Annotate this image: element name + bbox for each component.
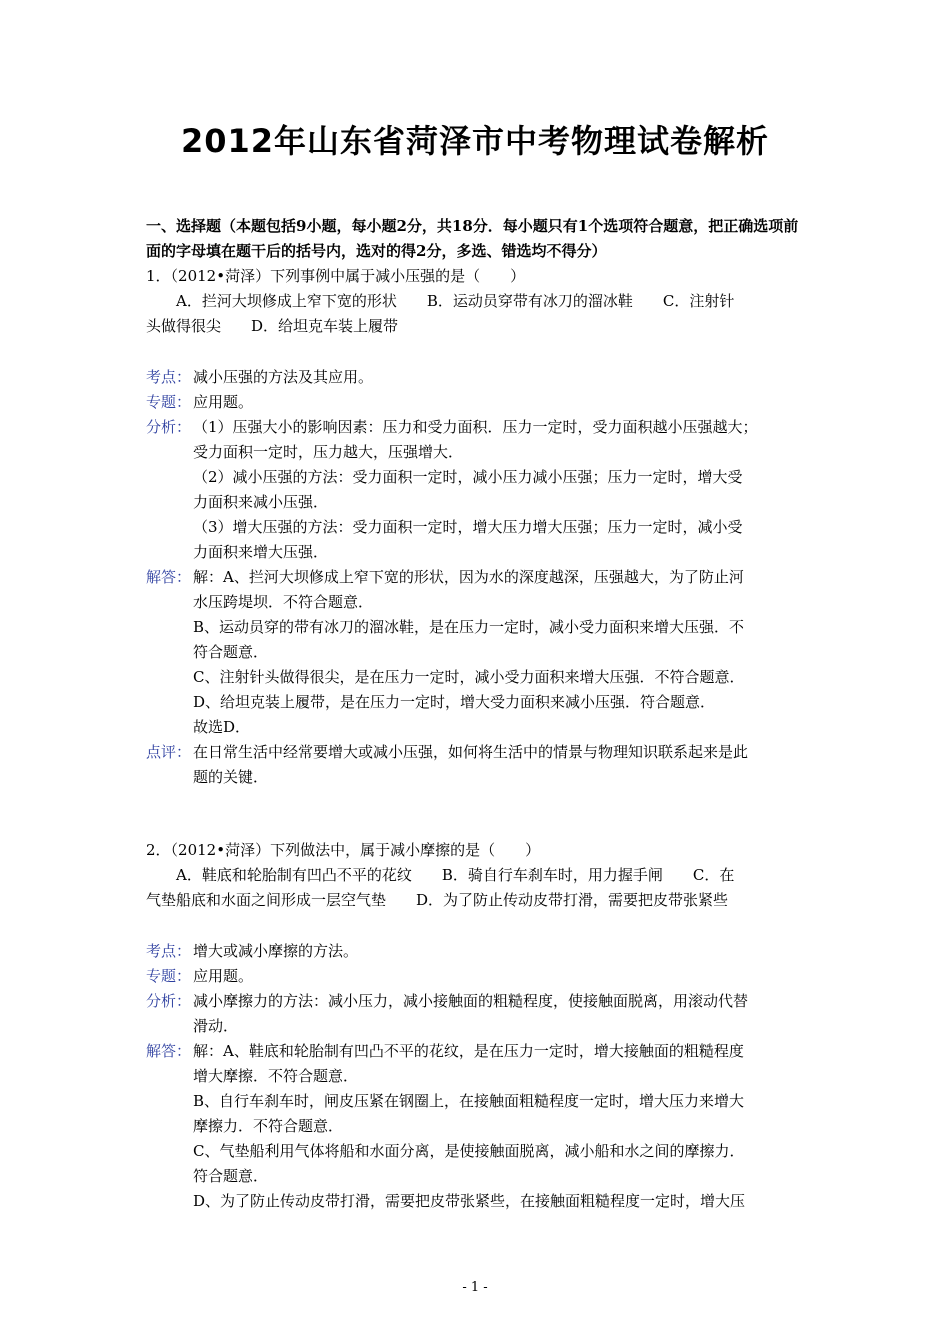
q2-jieda-line: B、自行车刹车时，闸皮压紧在钢圈上，在接触面粗糙程度一定时，增大压力来增大 xyxy=(193,1092,745,1110)
jieda-label: 解答： xyxy=(146,568,192,586)
kaodian-label: 考点： xyxy=(146,942,192,960)
q2-jieda-text xyxy=(193,1039,808,1214)
q1-zhuanti-text: 应用题。 xyxy=(193,393,254,411)
q1-fenxi-text xyxy=(193,415,808,565)
q1-zhuanti xyxy=(146,390,808,415)
question-2 xyxy=(146,838,806,913)
fenxi-label: 分析： xyxy=(146,992,192,1010)
page-title: 2012年山东省菏泽市中考物理试卷解析 xyxy=(180,122,770,160)
q1-jieda-line: 解：A、拦河大坝修成上窄下宽的形状，因为水的深度越深，压强越大，为了防止河 xyxy=(193,568,744,586)
q1-dianping-text xyxy=(193,740,808,790)
q2-fenxi-line: 滑动． xyxy=(193,1017,239,1035)
q1-kaodian-text: 减小压强的方法及其应用。 xyxy=(193,368,374,386)
q2-jieda xyxy=(146,1039,808,1214)
q1-fenxi xyxy=(146,415,808,565)
fenxi-label: 分析： xyxy=(146,418,192,436)
q1-jieda-line: 故选D． xyxy=(193,718,251,736)
q2-jieda-line: 符合题意． xyxy=(193,1167,269,1185)
q1-dianping-line: 题的关键． xyxy=(193,768,269,786)
zhuanti-label: 专题： xyxy=(146,393,192,411)
question-2-stem: 2．（2012•菏泽）下列做法中，属于减小摩擦的是（ ） xyxy=(146,841,541,859)
q2-jieda-line: 增大摩擦．不符合题意． xyxy=(193,1067,359,1085)
q2-jieda-line: 摩擦力．不符合题意． xyxy=(193,1117,344,1135)
q1-fenxi-line: 受力面积一定时，压力越大，压强增大． xyxy=(193,443,464,461)
q2-kaodian xyxy=(146,939,808,964)
kaodian-label: 考点： xyxy=(146,368,192,386)
q1-fenxi-line: 力面积来减小压强． xyxy=(193,493,329,511)
q1-jieda-line: D、给坦克装上履带，是在压力一定时，增大受力面积来减小压强．符合题意． xyxy=(193,693,716,711)
q1-fenxi-line: 力面积来增大压强． xyxy=(193,543,329,561)
zhuanti-label: 专题： xyxy=(146,967,192,985)
question-2-options-line1: A．鞋底和轮胎制有凹凸不平的花纹 B．骑自行车刹车时，用力握手闸 C．在 xyxy=(176,866,735,884)
q1-dianping xyxy=(146,740,808,790)
q1-jieda xyxy=(146,565,808,740)
q1-fenxi-line: （2）减小压强的方法：受力面积一定时，减小压力减小压强；压力一定时，增大受 xyxy=(193,468,743,486)
q2-fenxi xyxy=(146,989,808,1039)
question-1-stem: 1．（2012•菏泽）下列事例中属于减小压强的是（ ） xyxy=(146,267,526,285)
q2-fenxi-text xyxy=(193,989,808,1039)
dianping-label: 点评： xyxy=(146,743,192,761)
section-header: 一、选择题（本题包括9小题，每小题2分，共18分．每小题只有1个选项符合题意，把正确选项前面的字母填在题干后的括号内，选对的得2分，多选、错选均不得分） xyxy=(146,217,799,260)
question-1 xyxy=(146,264,806,339)
q1-fenxi-line: （3）增大压强的方法：受力面积一定时，增大压力增大压强；压力一定时，减小受 xyxy=(193,518,743,536)
jieda-label: 解答： xyxy=(146,1042,192,1060)
q2-jieda-line: 解：A、鞋底和轮胎制有凹凸不平的花纹，是在压力一定时，增大接触面的粗糙程度 xyxy=(193,1042,744,1060)
q1-jieda-text xyxy=(193,565,808,740)
q1-dianping-line: 在日常生活中经常要增大或减小压强，如何将生活中的情景与物理知识联系起来是此 xyxy=(193,743,749,761)
q2-zhuanti-text: 应用题。 xyxy=(193,967,254,985)
question-2-options-line2: 气垫船底和水面之间形成一层空气垫 D．为了防止传动皮带打滑，需要把皮带张紧些 xyxy=(146,891,729,909)
q1-kaodian xyxy=(146,365,808,390)
page-number: - 1 - xyxy=(462,1280,488,1295)
q1-fenxi-line: （1）压强大小的影响因素：压力和受力面积．压力一定时，受力面积越小压强越大； xyxy=(193,418,758,436)
q1-jieda-line: B、运动员穿的带有冰刀的溜冰鞋，是在压力一定时，减小受力面积来增大压强．不 xyxy=(193,618,745,636)
q1-jieda-line: 符合题意． xyxy=(193,643,269,661)
q2-zhuanti xyxy=(146,964,808,989)
q2-jieda-line: D、为了防止传动皮带打滑，需要把皮带张紧些，在接触面粗糙程度一定时，增大压 xyxy=(193,1192,746,1210)
q1-jieda-line: 水压跨堤坝．不符合题意． xyxy=(193,593,374,611)
q2-jieda-line: C、气垫船利用气体将船和水面分离，是使接触面脱离，减小船和水之间的摩擦力． xyxy=(193,1142,745,1160)
q2-fenxi-line: 减小摩擦力的方法：减小压力，减小接触面的粗糙程度，使接触面脱离，用滚动代替 xyxy=(193,992,749,1010)
question-1-options-line1: A．拦河大坝修成上窄下宽的形状 B．运动员穿带有冰刀的溜冰鞋 C．注射针 xyxy=(176,292,735,310)
question-1-options-line2: 头做得很尖 D．给坦克车装上履带 xyxy=(146,317,399,335)
q2-kaodian-text: 增大或减小摩擦的方法。 xyxy=(193,942,359,960)
q1-jieda-line: C、注射针头做得很尖，是在压力一定时，减小受力面积来增大压强．不符合题意． xyxy=(193,668,745,686)
